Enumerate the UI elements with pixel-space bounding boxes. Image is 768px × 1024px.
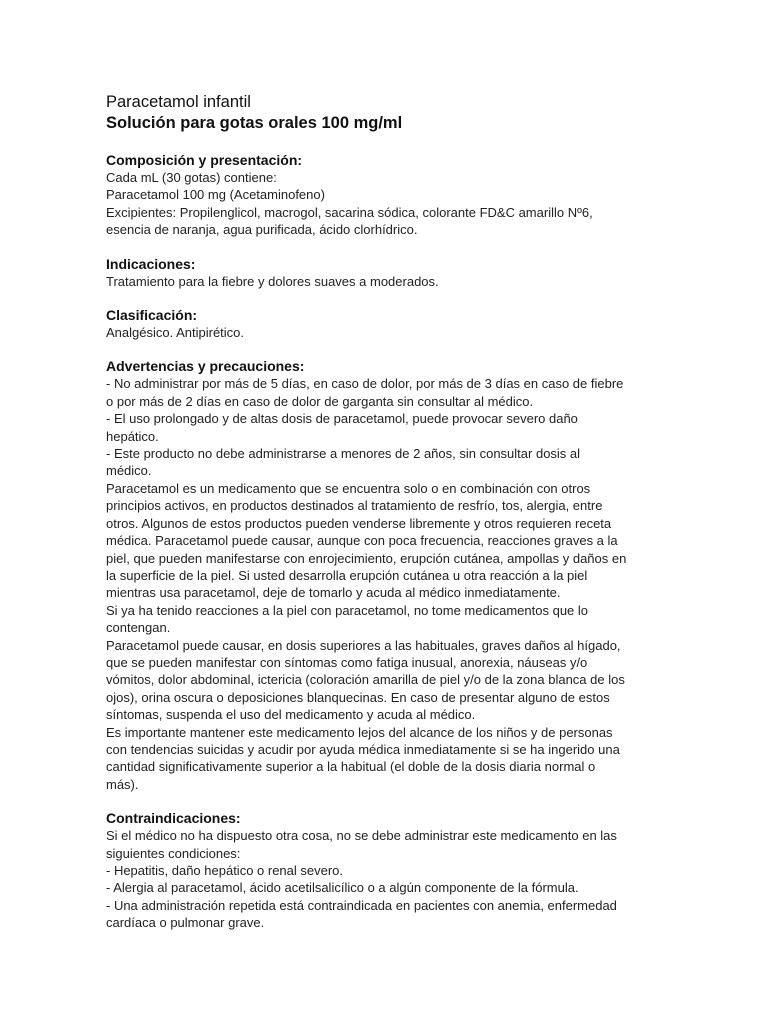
section-text-line: Paracetamol es un medicamento que se encuentra solo o en combinación con otros	[106, 480, 591, 496]
section-text-line: - El uso prolongado y de altas dosis de paracetamol, puede provocar severo daño	[106, 411, 578, 427]
section-text-line: vómitos, dolor abdominal, ictericia (coloración amarilla de piel y/o de la zona blanca de los	[106, 672, 625, 688]
section-text-line: Paracetamol puede causar, en dosis superiores a las habituales, graves daños al hígado,	[106, 637, 621, 653]
section-text-line: - Una administración repetida está contraindicada en pacientes con anemia, enfermedad	[106, 897, 617, 913]
section-text-line: - No administrar por más de 5 días, en caso de dolor, por más de 3 días en caso de fiebre	[106, 376, 624, 392]
document-title: Paracetamol infantil	[106, 93, 251, 111]
section-text-line: o por más de 2 días en caso de dolor de garganta sin consultar al médico.	[106, 393, 534, 409]
section-text-line: médico.	[106, 463, 152, 479]
section-text-line: - Alergia al paracetamol, ácido acetilsalicílico o a algún componente de la fórmula.	[106, 880, 579, 896]
section-heading: Indicaciones:	[106, 255, 196, 272]
section-text-line: cantidad significativamente superior a la habitual (el doble de la dosis diaria normal o	[106, 759, 596, 775]
document-subtitle: Solución para gotas orales 100 mg/ml	[106, 114, 403, 132]
section-text-line: Tratamiento para la fiebre y dolores suaves a moderados.	[106, 273, 439, 289]
section	[106, 306, 666, 341]
section-text-line: la superficie de la piel. Si usted desarrolla erupción cutánea u otra reacción a la piel	[106, 567, 588, 583]
section-text-line: con tendencias suicidas y acudir por ayuda médica inmediatamente si se ha ingerido una	[106, 741, 620, 757]
section-text-line: Analgésico. Antipirético.	[106, 325, 245, 341]
section	[106, 357, 666, 793]
section	[106, 151, 666, 239]
section-text-line: Cada mL (30 gotas) contiene:	[106, 170, 277, 185]
document-body	[106, 92, 666, 932]
section-heading: Clasificación:	[106, 307, 198, 324]
section-text-line: siguientes condiciones:	[106, 845, 241, 861]
section-text-line: contengan.	[106, 620, 171, 636]
section-text-line: Paracetamol 100 mg (Acetaminofeno)	[106, 187, 325, 203]
section-text-line: mientras usa paracetamol, deje de tomarlo y acuda al médico inmediatamente.	[106, 585, 561, 601]
section-text-line: hepático.	[106, 428, 159, 444]
section-text-line: principios activos, en productos destinados al tratamiento de resfrío, tos, alergia, entre	[106, 498, 603, 514]
section-text-line: cardíaca o pulmonar grave.	[106, 915, 265, 931]
section-text-line: piel, que pueden manifestarse con enrojecimiento, erupción cutánea, ampollas y daños en	[106, 550, 627, 566]
section-text-line: - Este producto no debe administrarse a menores de 2 años, sin consultar dosis al	[106, 446, 581, 462]
section-heading: Composición y presentación:	[106, 152, 303, 168]
section-text-line: más).	[106, 776, 139, 792]
section-text-line: Excipientes: Propilenglicol, macrogol, sacarina sódica, colorante FD&C amarillo Nº6,	[106, 204, 593, 220]
section-heading: Contraindicaciones:	[106, 810, 241, 827]
section-text-line: síntomas, suspenda el uso del medicamento y acuda al médico.	[106, 707, 476, 723]
section-text-line: otros. Algunos de estos productos pueden venderse libremente y otros requieren receta	[106, 515, 612, 531]
section-text-line: ojos), orina oscura o deposiciones blanquecinas. En caso de presentar alguno de estos	[106, 689, 610, 705]
section-text-line: - Hepatitis, daño hepático o renal severo.	[106, 863, 344, 878]
section-heading: Advertencias y precauciones:	[106, 358, 305, 375]
section-text-line: Es importante mantener este medicamento lejos del alcance de los niños y de personas	[106, 724, 613, 740]
sections-container	[106, 151, 666, 932]
section-text-line: esencia de naranja, agua purificada, ácido clorhídrico.	[106, 222, 418, 238]
section	[106, 809, 666, 931]
section-text-line: Si el médico no ha dispuesto otra cosa, no se debe administrar este medicamento en las	[106, 828, 617, 844]
section-text-line: médica. Paracetamol puede causar, aunque con poca frecuencia, reacciones graves a la	[106, 533, 618, 549]
section	[106, 255, 666, 290]
section-text-line: que se pueden manifestar con síntomas como fatiga inusual, anorexia, náuseas y/o	[106, 654, 588, 670]
section-text-line: Si ya ha tenido reacciones a la piel con paracetamol, no tome medicamentos que lo	[106, 602, 589, 618]
